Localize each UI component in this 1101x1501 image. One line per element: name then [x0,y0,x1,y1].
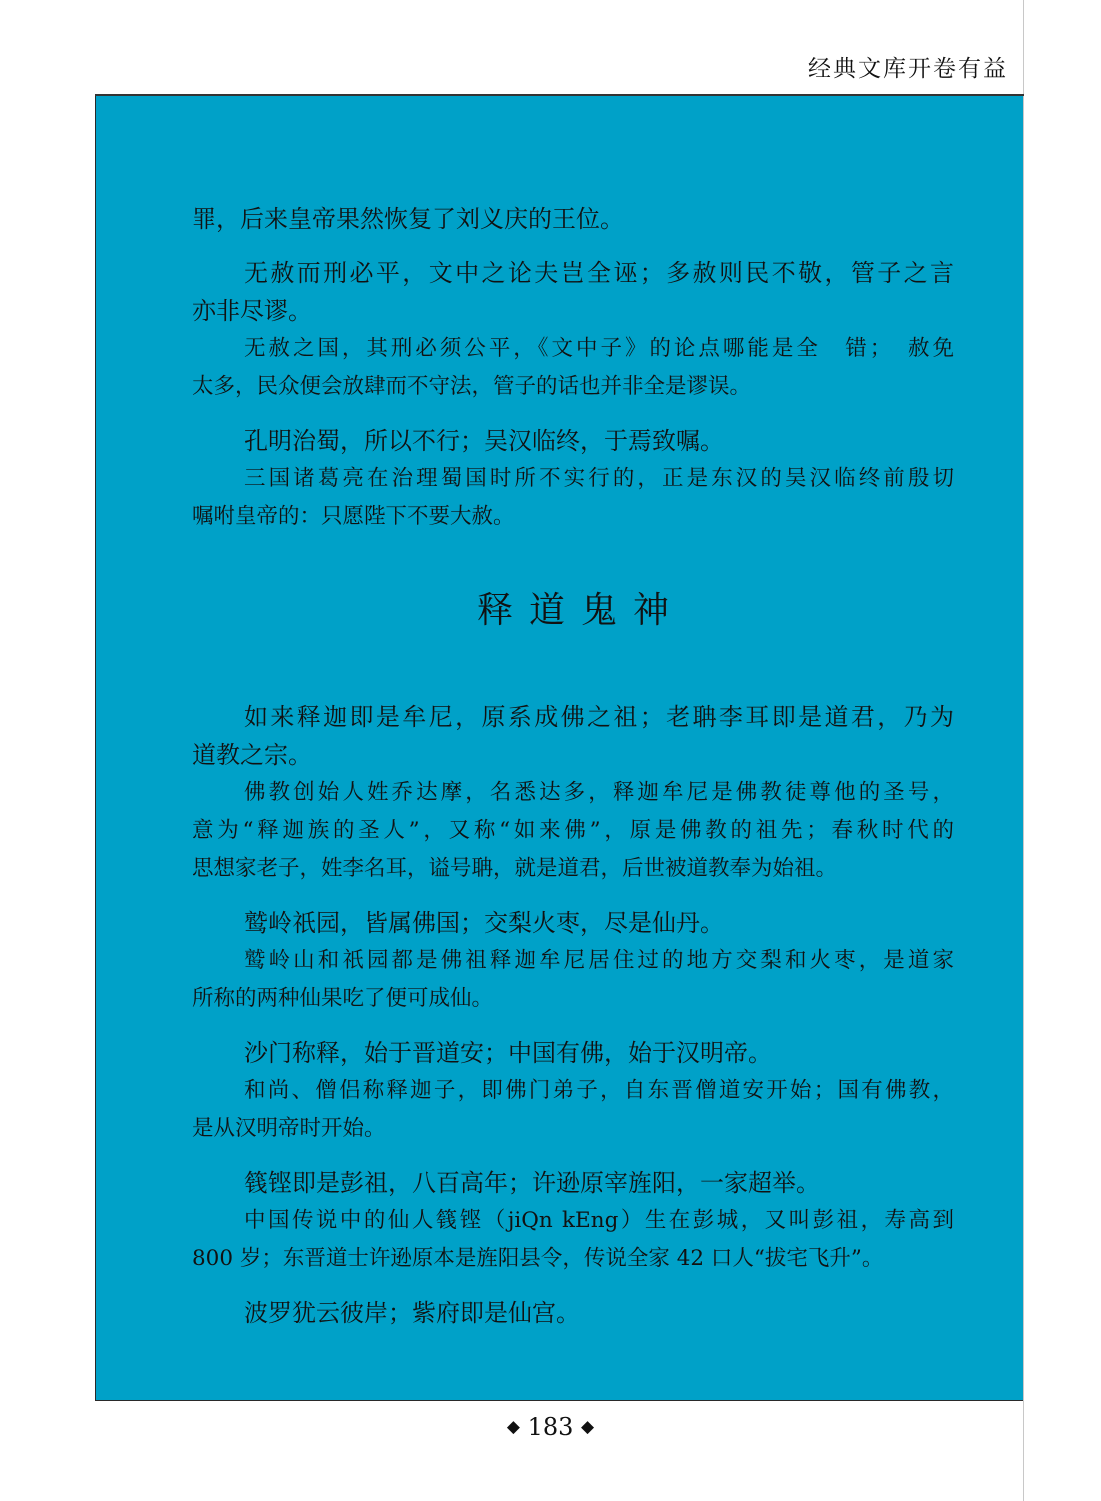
text-line: 波罗犹云彼岸；紫府即是仙宫。 [244,1299,580,1327]
text-line: 和尚、僧侣称释迦子，即佛门弟子，自东晋僧道安开始；国有佛教， [244,1078,954,1103]
text-line: 中国传说中的仙人篯铿（jiQn kEng）生在彭城，又叫彭祖，寿高到 [244,1208,954,1233]
verse-paragraph [192,904,954,942]
text-line: 篯铿即是彭祖，八百高年；许逊原宰旌阳，一家超举。 [244,1169,820,1197]
text-line: 思想家老子，姓李名耳，谥号聃，就是道君，后世被道教奉为始祖。 [192,856,838,881]
text-line: 三国诸葛亮在治理蜀国时所不实行的，正是东汉的吴汉临终前殷切 [244,466,954,491]
page-content [192,200,954,1332]
diamond-icon: ◆ [506,1417,520,1437]
entries-after-title [192,698,954,1332]
running-header-title: 经典文库开卷有益 [808,56,1008,82]
note-paragraph [192,774,954,888]
text-line: 如来释迦即是牟尼，原系成佛之祖；老聃李耳即是道君，乃为 [244,703,954,731]
entry [192,1164,954,1278]
text-line: 所称的两种仙果吃了便可成仙。 [192,986,494,1011]
page-edge-rule [1023,0,1024,1501]
verse-paragraph [192,422,954,460]
verse-paragraph [192,1164,954,1202]
entry [192,1034,954,1148]
entry [192,1294,954,1332]
text-line: 罪，后来皇帝果然恢复了刘义庆的王位。 [192,205,624,233]
note-paragraph [192,1072,954,1148]
text-line: 800 岁；东晋道士许逊原本是旌阳县令，传说全家 42 口人“拔宅飞升”。 [192,1246,884,1271]
entries-before-title [192,254,954,536]
section-title: 释道鬼神 [476,590,685,631]
text-line: 意为“释迦族的圣人”，又称“如来佛”，原是佛教的祖先；春秋时代的 [192,818,955,843]
note-paragraph [192,942,954,1018]
entry [192,904,954,1018]
text-line: 道教之宗。 [192,741,312,769]
entry [192,422,954,536]
text-line: 无赦之国，其刑必须公平，《文中子》的论点哪能是全 错； 赦免 [244,336,954,361]
text-line: 是从汉明帝时开始。 [192,1116,386,1141]
text-line: 孔明治蜀，所以不行；吴汉临终，于焉致嘱。 [244,427,724,455]
entry [192,254,954,406]
entry [192,698,954,888]
verse-paragraph [192,1294,954,1332]
intro-line [192,200,954,238]
text-line: 太多，民众便会放肆而不守法，管子的话也并非全是谬误。 [192,374,752,399]
note-paragraph [192,460,954,536]
content-panel [95,96,1023,1401]
page-number-value: 183 [527,1413,574,1441]
text-line: 亦非尽谬。 [192,297,312,325]
diamond-icon: ◆ [581,1417,595,1437]
verse-paragraph [192,1034,954,1072]
verse-paragraph [192,698,954,774]
text-line: 无赦而刑必平，文中之论夫岂全诬；多赦则民不敬，管子之言 [244,259,954,287]
text-line: 佛教创始人姓乔达摩，名悉达多，释迦牟尼是佛教徒尊他的圣号， [244,780,954,805]
note-paragraph [192,1202,954,1278]
text-line: 嘱咐皇帝的：只愿陛下不要大赦。 [192,504,515,529]
page-number [0,1413,1101,1441]
text-line: 鹫岭祇园，皆属佛国；交梨火枣，尽是仙丹。 [244,909,724,937]
verse-paragraph [192,254,954,330]
text-line: 沙门称释，始于晋道安；中国有佛，始于汉明帝。 [244,1039,772,1067]
text-line: 鹫岭山和祇园都是佛祖释迦牟尼居住过的地方交梨和火枣，是道家 [244,948,954,973]
note-paragraph [192,330,954,406]
